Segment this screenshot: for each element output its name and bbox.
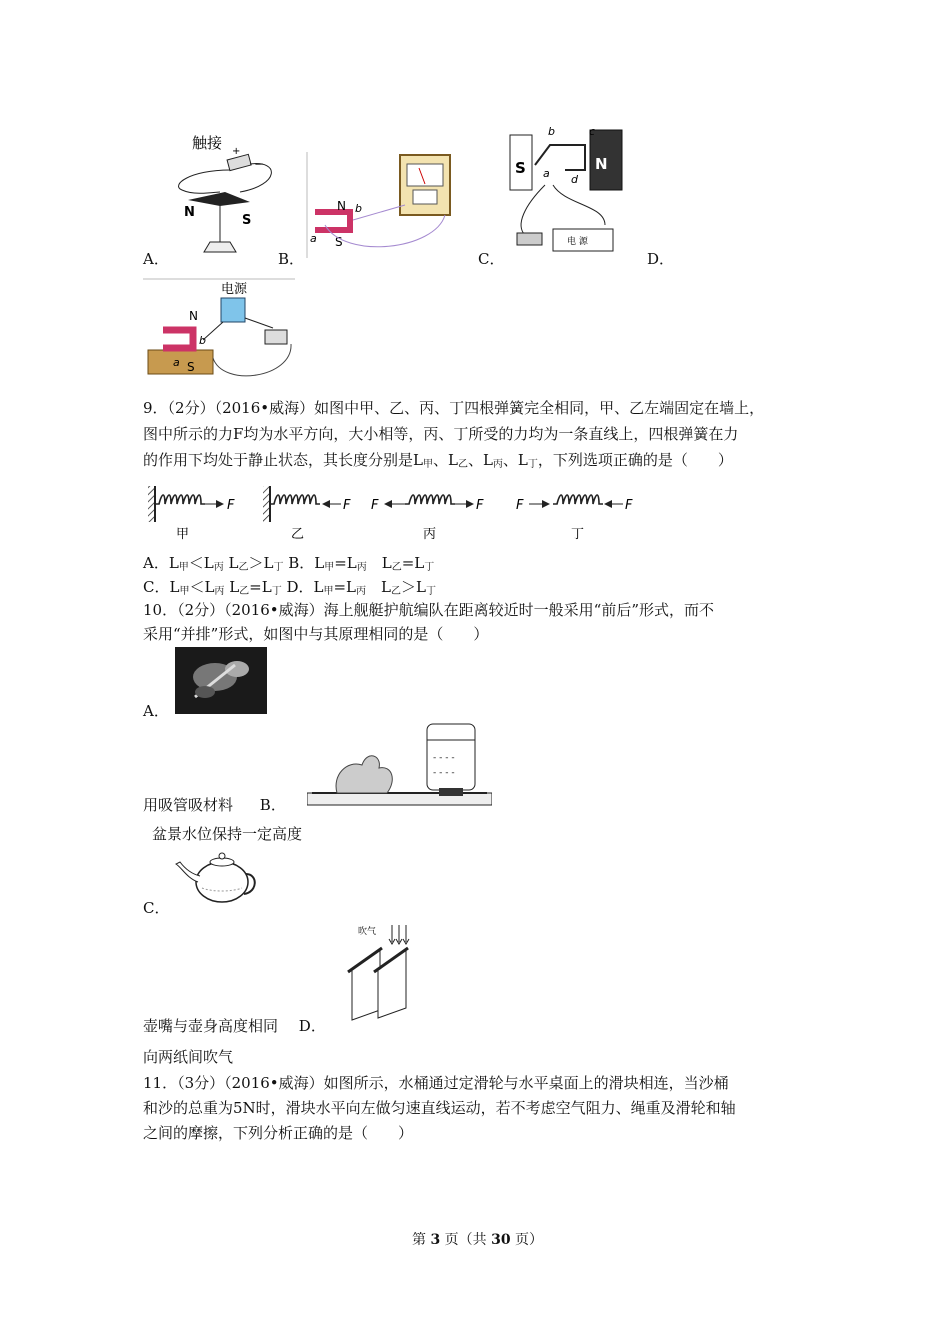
fig-d-power: 电源 bbox=[221, 282, 248, 297]
sub: 甲 bbox=[178, 562, 189, 573]
fig-d-s: S bbox=[187, 360, 195, 374]
op: ＞L bbox=[248, 554, 274, 572]
sub-ding: 丁 bbox=[527, 459, 538, 470]
sub: 丁 bbox=[425, 586, 436, 597]
op: ＜L bbox=[188, 554, 214, 572]
sep: L bbox=[223, 554, 239, 572]
fig-d-n: N bbox=[189, 309, 198, 323]
op: =L bbox=[333, 578, 356, 596]
sub: 丙 bbox=[213, 562, 224, 573]
spring-yi-force: F bbox=[343, 498, 351, 513]
sub: 丙 bbox=[214, 586, 225, 597]
sub: 丁 bbox=[273, 562, 284, 573]
q10-option-b: B． bbox=[259, 796, 286, 814]
sub: 甲 bbox=[179, 586, 190, 597]
fig-b-b: b bbox=[355, 202, 362, 215]
q9-options-cd bbox=[143, 577, 436, 602]
q10-option-c: C． bbox=[143, 899, 170, 917]
fig-a-n: N bbox=[184, 205, 195, 220]
q9-line1: 9．（2分）（2016•威海）如图中甲、乙、丙、丁四根弹簧完全相同，甲、乙左端固定在墙上， bbox=[143, 399, 765, 417]
q9-line3 bbox=[143, 450, 733, 475]
q10-caption-b: 盆景水位保持一定高度 bbox=[152, 825, 303, 843]
sub-jia: 甲 bbox=[422, 459, 433, 470]
fig-c-box: 电 源 bbox=[567, 237, 588, 247]
fig-c-a: a bbox=[543, 167, 550, 180]
q10-figure-b bbox=[307, 720, 492, 808]
q10-line1: 10．（2分）（2016•威海）海上舰艇护航编队在距离较近时一般采用“前后”形式，而不 bbox=[143, 601, 714, 619]
q10-option-d: D． bbox=[298, 1017, 326, 1035]
spring-bing-force-left: F bbox=[371, 498, 379, 513]
op: =L bbox=[401, 554, 425, 572]
q9-springs-figure bbox=[143, 478, 643, 546]
spring-jia-force: F bbox=[227, 498, 235, 513]
q11-line2: 和沙的总重为5N时，滑块水平向左做匀速直线运动，若不考虑空气阻力、绳重及滑轮和轴 bbox=[143, 1099, 736, 1117]
spring-bing-label: 丙 bbox=[423, 527, 437, 542]
q9-line3-pre: 的作用下均处于静止状态，其长度分别是L bbox=[143, 451, 423, 469]
op: ＜L bbox=[189, 578, 215, 596]
fig-c-b: b bbox=[548, 125, 555, 138]
footer-pre: 第 bbox=[412, 1232, 431, 1248]
spring-ding-force-left: F bbox=[516, 498, 524, 513]
q10-option-a: A． bbox=[143, 702, 169, 720]
spring-jia-label: 甲 bbox=[176, 527, 190, 542]
opt-a-label: A．L bbox=[143, 554, 179, 572]
sub-bing: 丙 bbox=[492, 459, 503, 470]
q10-figure-d-papers bbox=[340, 920, 430, 1025]
spring-yi-label: 乙 bbox=[291, 527, 305, 542]
opt-d-label: D．L bbox=[286, 578, 324, 596]
op: =L bbox=[334, 554, 357, 572]
op: ＞L bbox=[400, 578, 426, 596]
spring-bing-force-right: F bbox=[476, 498, 484, 513]
opt-c-label: C．L bbox=[143, 578, 180, 596]
q8-option-c: C． bbox=[478, 250, 505, 268]
q9-line3-post: ，下列选项正确的是（ ） bbox=[537, 451, 733, 469]
q9-sep: 、L bbox=[432, 451, 458, 469]
fig-c-s: S bbox=[515, 159, 526, 177]
page-footer bbox=[412, 1230, 543, 1250]
sub: 丁 bbox=[424, 562, 435, 573]
q9-sep: 、L bbox=[467, 451, 493, 469]
q8-figure-a bbox=[170, 130, 285, 260]
q11-line1: 11．（3分）（2016•威海）如图所示，水桶通过定滑轮与水平桌面上的滑块相连，当沙桶 bbox=[143, 1074, 729, 1092]
footer-total-pages: 30 bbox=[491, 1232, 511, 1248]
q10-caption-c bbox=[143, 1016, 326, 1036]
svg-text:- - - -: - - - - bbox=[433, 753, 455, 763]
sub: 甲 bbox=[323, 586, 334, 597]
footer-mid: 页（共 bbox=[440, 1232, 492, 1248]
fig-a-s: S bbox=[242, 213, 252, 228]
sep: L bbox=[366, 554, 392, 572]
sub: 乙 bbox=[391, 562, 402, 573]
svg-text:- - - -: - - - - bbox=[433, 768, 455, 778]
footer-post: 页） bbox=[510, 1232, 544, 1248]
fig-a-label-touch: 触接 bbox=[192, 134, 223, 152]
q10-caption-a bbox=[143, 795, 286, 815]
fig-b-s: S bbox=[335, 235, 343, 249]
fig-b-a: a bbox=[310, 232, 317, 245]
sub: 丙 bbox=[356, 586, 366, 597]
q10-caption-d: 向两纸间吹气 bbox=[143, 1048, 234, 1066]
q10-figure-c-teapot bbox=[172, 848, 257, 908]
sep: L bbox=[366, 578, 391, 596]
fig-c-d: d bbox=[571, 173, 578, 186]
q9-sep: 、L bbox=[502, 451, 528, 469]
q9-line2: 图中所示的力F均为水平方向，大小相等，丙、丁所受的力均为一条直线上，四根弹簧在力 bbox=[143, 425, 739, 443]
q8-figure-b bbox=[305, 150, 455, 260]
q10-line2: 采用“并排”形式，如图中与其原理相同的是（ ） bbox=[143, 625, 489, 643]
q8-figure-c bbox=[505, 125, 630, 260]
sub: 乙 bbox=[239, 586, 250, 597]
q8-option-d: D． bbox=[647, 250, 675, 268]
sub: 乙 bbox=[390, 586, 401, 597]
spring-ding-label: 丁 bbox=[571, 527, 585, 542]
fig-d-a: a bbox=[173, 356, 180, 369]
blow-label: 吹气 bbox=[358, 927, 377, 937]
q8-option-b: B． bbox=[278, 250, 305, 268]
q11-line3: 之间的摩擦，下列分析正确的是（ ） bbox=[143, 1124, 414, 1142]
spring-ding-force-right: F bbox=[625, 498, 633, 513]
q10-photo-a bbox=[175, 647, 267, 714]
fig-a-minus: − bbox=[254, 157, 265, 171]
q8-option-a: A． bbox=[143, 250, 169, 268]
sub: 甲 bbox=[324, 562, 335, 573]
q9-options-ab bbox=[143, 553, 434, 578]
sep: L bbox=[224, 578, 240, 596]
caption-a-text: 用吸管吸材料 bbox=[143, 796, 234, 814]
op: =L bbox=[249, 578, 272, 596]
footer-page-number: 3 bbox=[430, 1232, 441, 1248]
sub: 乙 bbox=[238, 562, 249, 573]
fig-a-plus: + bbox=[232, 146, 241, 157]
opt-b-label: B．L bbox=[288, 554, 325, 572]
caption-c-text: 壶嘴与壶身高度相同 bbox=[143, 1017, 279, 1035]
fig-d-b: b bbox=[199, 334, 206, 347]
q8-figure-d bbox=[143, 278, 298, 378]
sub-yi: 乙 bbox=[457, 459, 468, 470]
fig-c-c: c bbox=[589, 125, 596, 138]
sub: 丁 bbox=[271, 586, 282, 597]
fig-c-n: N bbox=[595, 155, 608, 173]
sub: 丙 bbox=[356, 562, 367, 573]
fig-b-n: N bbox=[337, 199, 346, 213]
